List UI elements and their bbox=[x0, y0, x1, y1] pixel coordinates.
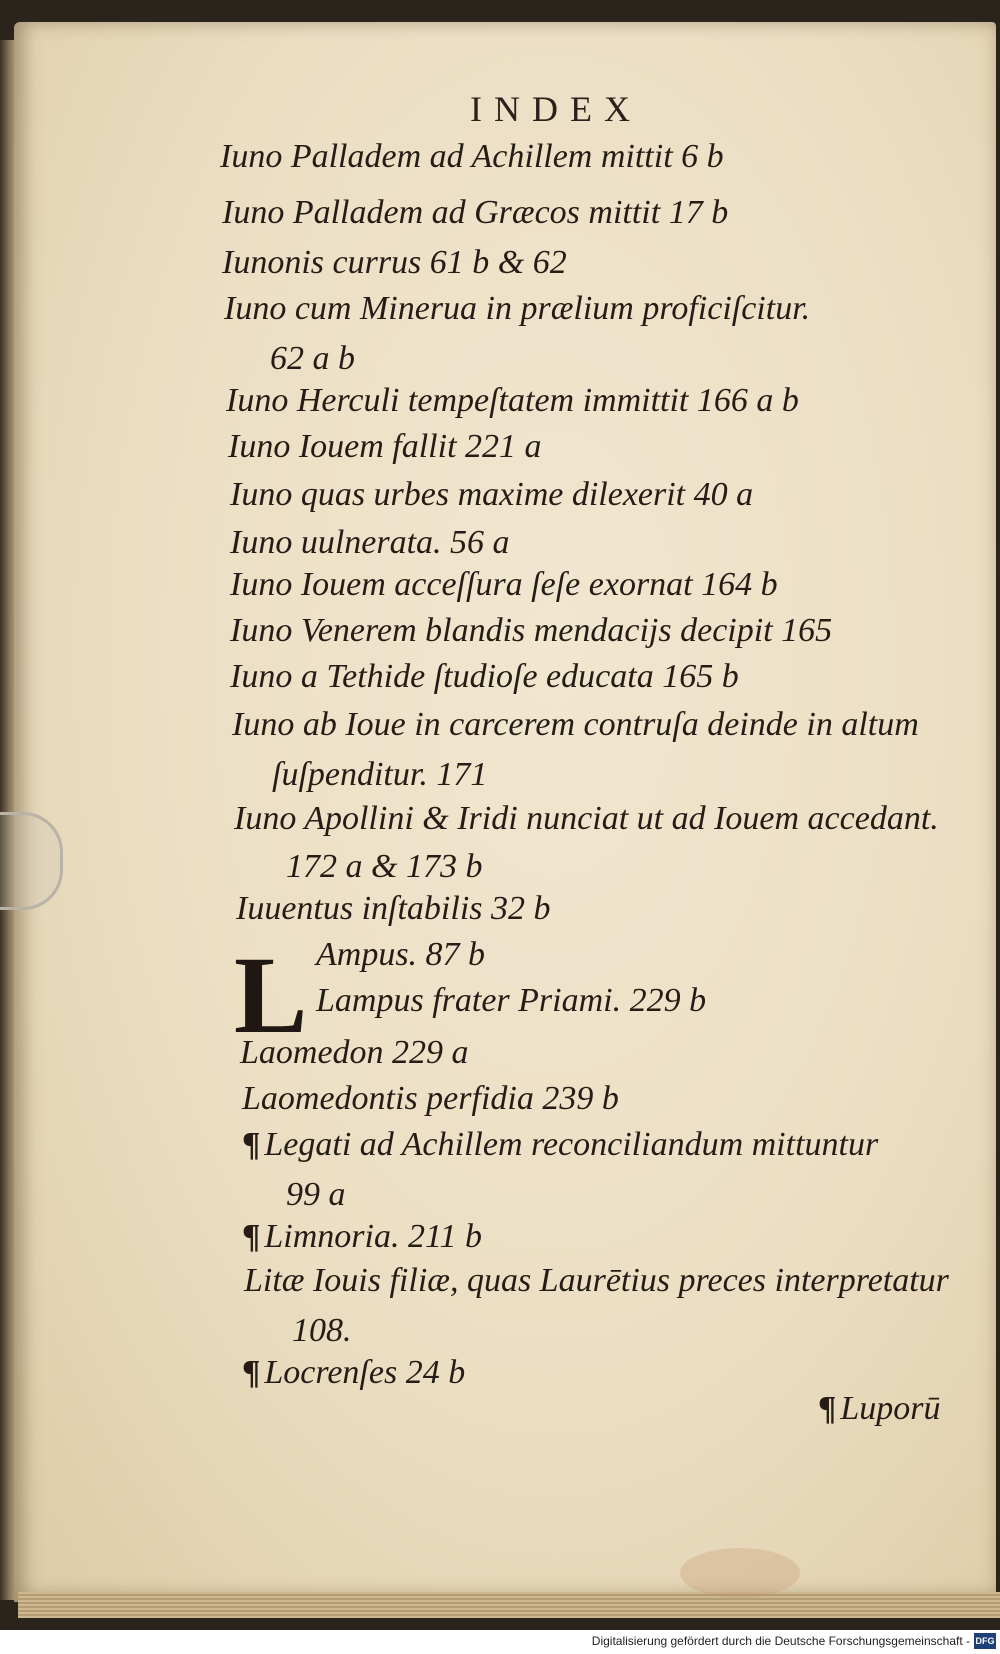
index-entry: Laomedontis perfidia 239 b bbox=[242, 1080, 619, 1117]
index-entry: Iuno Herculi tempeſtatem immittit 166 a b bbox=[226, 382, 799, 419]
index-entry: Laomedon 229 a bbox=[240, 1034, 469, 1071]
index-entry: Iuno uulnerata. 56 a bbox=[230, 524, 510, 561]
entry-text: Legati ad Achillem reconciliandum mittuntur bbox=[264, 1126, 879, 1163]
index-entry: Iuuentus inſtabilis 32 b bbox=[236, 890, 551, 927]
index-entry: Lampus frater Priami. 229 b bbox=[316, 982, 707, 1019]
index-entry: ſuſpenditur. 171 bbox=[272, 756, 488, 793]
index-entry: 99 a bbox=[286, 1176, 346, 1213]
index-entry: Iuno quas urbes maxime dilexerit 40 a bbox=[230, 476, 754, 513]
index-entry: Iuno Iouem acceſſura ſeſe exornat 164 b bbox=[230, 566, 778, 603]
index-entry: Ampus. 87 b bbox=[316, 936, 486, 973]
entry-text: Limnoria. 211 b bbox=[264, 1218, 482, 1255]
index-entry bbox=[242, 1218, 482, 1256]
page-header: INDEX bbox=[470, 89, 642, 129]
index-entry: Iuno Palladem ad Achillem mittit 6 b bbox=[220, 138, 724, 175]
index-entry: Iuno Apollini & Iridi nunciat ut ad Iouem accedant. bbox=[234, 800, 939, 837]
catchword bbox=[818, 1390, 941, 1428]
pilcrow-mark: ¶ bbox=[242, 1126, 261, 1163]
decorated-initial: L bbox=[234, 934, 308, 1056]
index-entry: Iuno a Tethide ſtudioſe educata 165 b bbox=[230, 658, 739, 695]
index-entry: 172 a & 173 b bbox=[286, 848, 483, 885]
index-entry: 62 a b bbox=[270, 340, 355, 377]
pilcrow-mark: ¶ bbox=[242, 1218, 261, 1255]
index-entry: Iunonis currus 61 b & 62 bbox=[222, 244, 567, 281]
entry-text: Locrenſes 24 b bbox=[264, 1354, 466, 1391]
dfg-logo: DFG bbox=[974, 1633, 996, 1649]
index-entry: Iuno Palladem ad Græcos mittit 17 b bbox=[222, 194, 729, 231]
index-entry: Iuno Venerem blandis mendacijs decipit 165 bbox=[230, 612, 833, 649]
pilcrow-mark: ¶ bbox=[242, 1354, 261, 1391]
index-entry bbox=[242, 1354, 465, 1392]
footer-bar bbox=[0, 1630, 1000, 1654]
catchword-text: Luporū bbox=[840, 1390, 941, 1427]
index-entry: Iuno Iouem fallit 221 a bbox=[228, 428, 542, 465]
index-entry: Iuno cum Minerua in prælium proficiſcitur. bbox=[224, 290, 811, 327]
index-entry: Litæ Iouis filiæ, quas Laurētius preces interpretatur bbox=[244, 1262, 949, 1299]
index-entry: Iuno ab Ioue in carcerem contruſa deinde in altum bbox=[232, 706, 919, 743]
index-entry: 108. bbox=[292, 1312, 352, 1349]
footer-credit: Digitalisierung gefördert durch die Deutsche Forschungsgemeinschaft - bbox=[591, 1634, 970, 1648]
index-entry bbox=[242, 1126, 878, 1164]
pilcrow-mark: ¶ bbox=[818, 1390, 837, 1427]
